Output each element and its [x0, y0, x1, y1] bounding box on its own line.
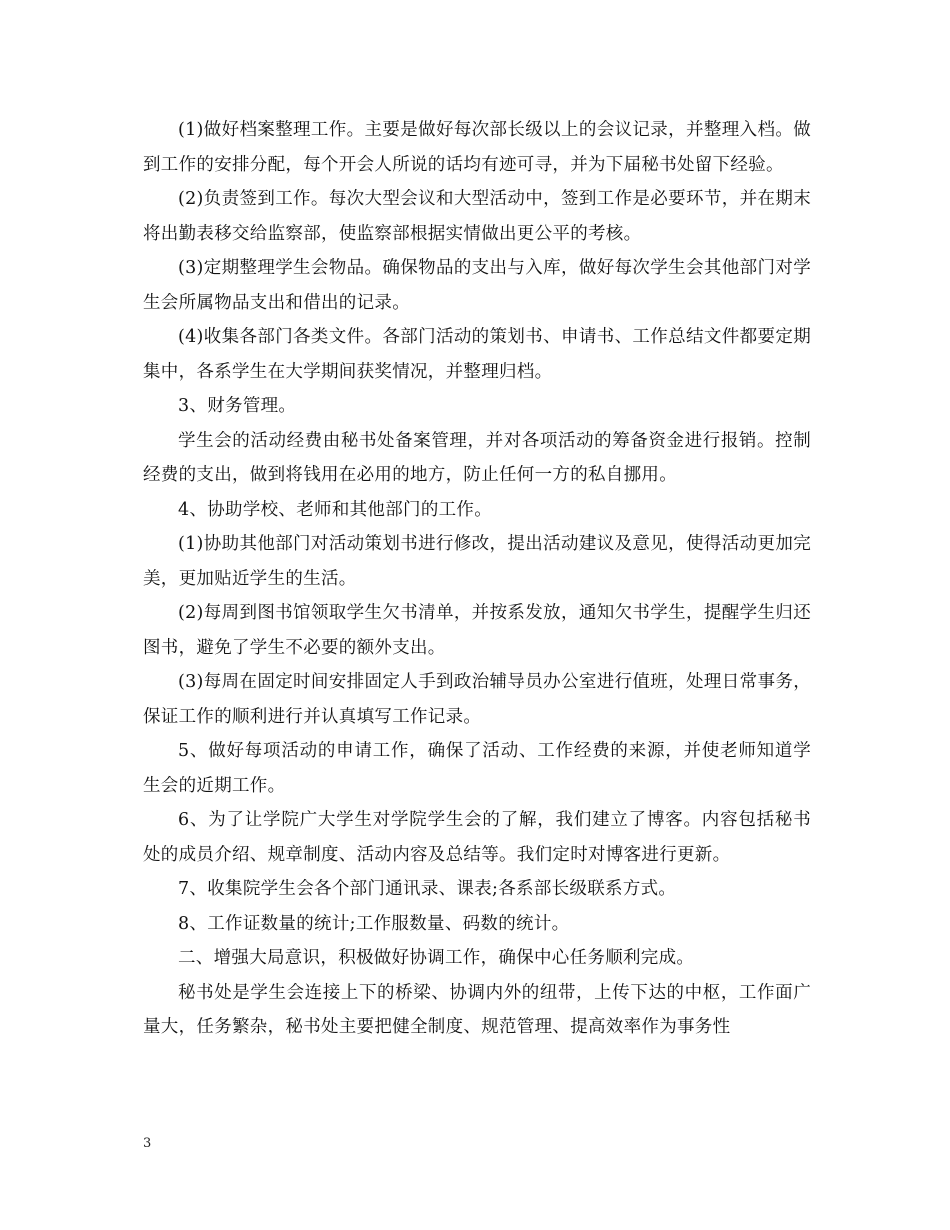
document-body — [143, 113, 811, 1045]
section-heading: 二、增强大局意识，积极做好协调工作，确保中心任务顺利完成。 — [178, 948, 695, 968]
paragraph: (2)负责签到工作。每次大型会议和大型活动中，签到工作是必要环节，并在期末将出勤表移交给监察部，使监察部根据实情做出更公平的考核。 — [143, 189, 811, 244]
paragraph: (1)协助其他部门对活动策划书进行修改，提出活动建议及意见，使得活动更加完美，更加贴近学生的生活。 — [143, 534, 811, 589]
paragraph: 7、收集院学生会各个部门通讯录、课表;各系部长级联系方式。 — [178, 879, 677, 899]
section-heading: 4、协助学校、老师和其他部门的工作。 — [178, 499, 493, 520]
paragraph: (3)定期整理学生会物品。确保物品的支出与入库，做好每次学生会其他部门对学生会所属物品支出和借出的记录。 — [143, 258, 811, 313]
section-heading: 3、财务管理。 — [178, 396, 297, 416]
paragraph: 6、为了让学院广大学生对学院学生会的了解，我们建立了博客。内容包括秘书处的成员介绍、规章制度、活动内容及总结等。我们定时对博客进行更新。 — [143, 810, 811, 865]
paragraph: (2)每周到图书馆领取学生欠书清单，并按系发放，通知欠书学生，提醒学生归还图书，避免了学生不必要的额外支出。 — [143, 603, 811, 658]
page-number: 3 — [143, 1136, 152, 1151]
paragraph: 5、做好每项活动的申请工作，确保了活动、工作经费的来源，并使老师知道学生会的近期工作。 — [143, 741, 811, 796]
paragraph: (3)每周在固定时间安排固定人手到政治辅导员办公室进行值班，处理日常事务，保证工作的顺利进行并认真填写工作记录。 — [143, 672, 811, 727]
paragraph: 学生会的活动经费由秘书处备案管理，并对各项活动的筹备资金进行报销。控制经费的支出，做到将钱用在必用的地方，防止任何一方的私自挪用。 — [143, 430, 811, 485]
paragraph: (1)做好档案整理工作。主要是做好每次部长级以上的会议记录，并整理入档。做到工作的安排分配，每个开会人所说的话均有迹可寻，并为下届秘书处留下经验。 — [143, 120, 811, 175]
paragraph: (4)收集各部门各类文件。各部门活动的策划书、申请书、工作总结文件都要定期集中，各系学生在大学期间获奖情况，并整理归档。 — [143, 327, 811, 382]
paragraph: 8、工作证数量的统计;工作服数量、码数的统计。 — [178, 913, 570, 934]
paragraph: 秘书处是学生会连接上下的桥梁、协调内外的纽带，上传下达的中枢，工作面广量大，任务繁杂，秘书处主要把健全制度、规范管理、提高效率作为事务性 — [143, 982, 811, 1037]
